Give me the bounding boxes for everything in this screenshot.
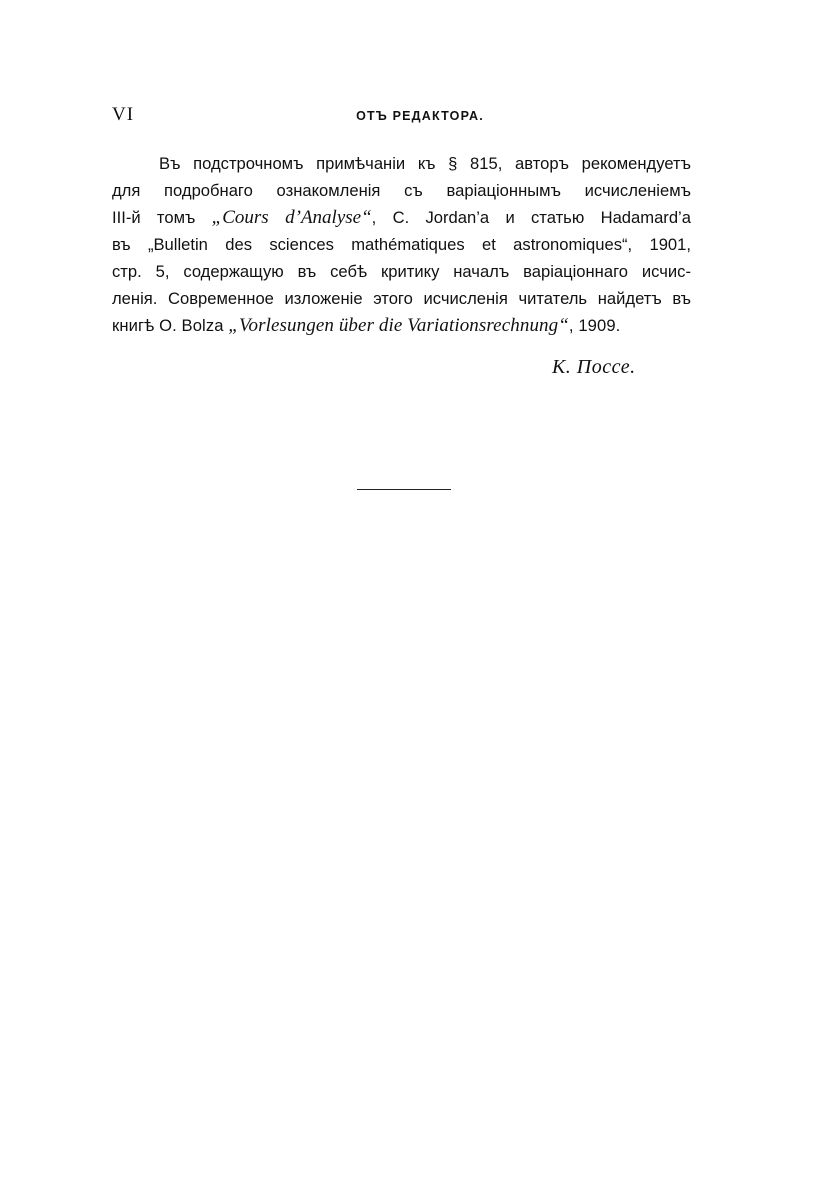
body-paragraph bbox=[112, 150, 691, 339]
text-segment: книгѣ O. Bolza bbox=[112, 316, 229, 335]
text-line: для подробнаго ознакомленія съ варіаціоннымъ исчисленіемъ bbox=[112, 181, 691, 200]
running-head: ОТЪ РЕДАКТОРА. bbox=[356, 109, 484, 123]
editor-signature: К. Поссе. bbox=[552, 356, 636, 378]
text-segment: III-й томъ bbox=[112, 208, 212, 227]
text-line: въ „Bulletin des sciences mathématiques et astronomiques“, 1901, bbox=[112, 235, 691, 254]
italic-title: „Cours d’Analyse“ bbox=[211, 207, 372, 228]
page-number: VI bbox=[112, 104, 135, 125]
text-line bbox=[112, 312, 691, 339]
italic-title: „Vorlesungen über die Variationsrechnung“ bbox=[228, 315, 569, 336]
section-divider bbox=[357, 489, 451, 490]
text-segment: , C. Jordan’a и статью Hadamard’a bbox=[371, 208, 691, 227]
text-line: стр. 5, содержащую въ себѣ критику началъ варіаціоннаго исчис- bbox=[112, 262, 691, 281]
text-line: Въ подстрочномъ примѣчаніи къ § 815, авторъ рекомендуетъ bbox=[159, 154, 691, 173]
text-segment: , 1909. bbox=[568, 316, 621, 335]
text-line: ленія. Современное изложеніе этого исчисленія читатель найдетъ въ bbox=[112, 289, 691, 308]
text-line bbox=[112, 204, 691, 231]
